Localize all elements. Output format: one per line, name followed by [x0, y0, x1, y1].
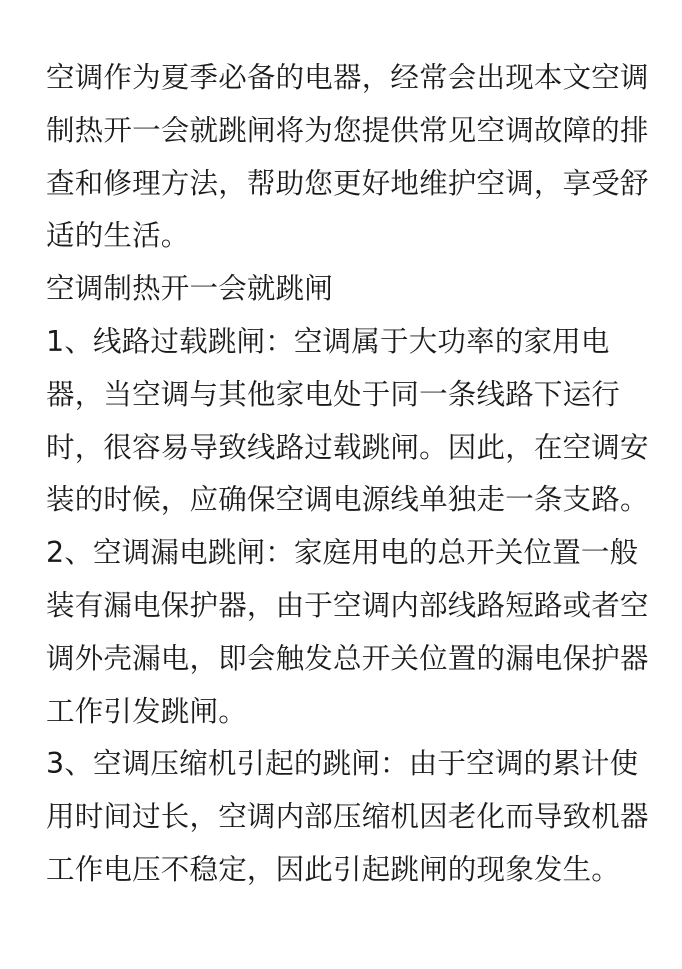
point-overload: 1、线路过载跳闸：空调属于大功率的家用电器，当空调与其他家电处于同一条线路下运行时，很容易导致线路过载跳闸。因此，在空调安装的时候，应确保空调电源线单独走一条支路。	[46, 324, 649, 517]
intro-paragraph: 空调作为夏季必备的电器，经常会出现本文空调制热开一会就跳闸将为您提供常见空调故障的排查和修理方法，帮助您更好地维护空调，享受舒适的生活。	[46, 61, 649, 253]
section-heading: 空调制热开一会就跳闸	[46, 272, 334, 306]
article-body	[46, 52, 656, 897]
point-leakage: 2、空调漏电跳闸：家庭用电的总开关位置一般装有漏电保护器，由于空调内部线路短路或者空调外壳漏电，即会触发总开关位置的漏电保护器工作引发跳闸。	[46, 536, 649, 728]
point-compressor: 3、空调压缩机引起的跳闸：由于空调的累计使用时间过长，空调内部压缩机因老化而导致机器工作电压不稳定，因此引起跳闸的现象发生。	[46, 747, 649, 886]
